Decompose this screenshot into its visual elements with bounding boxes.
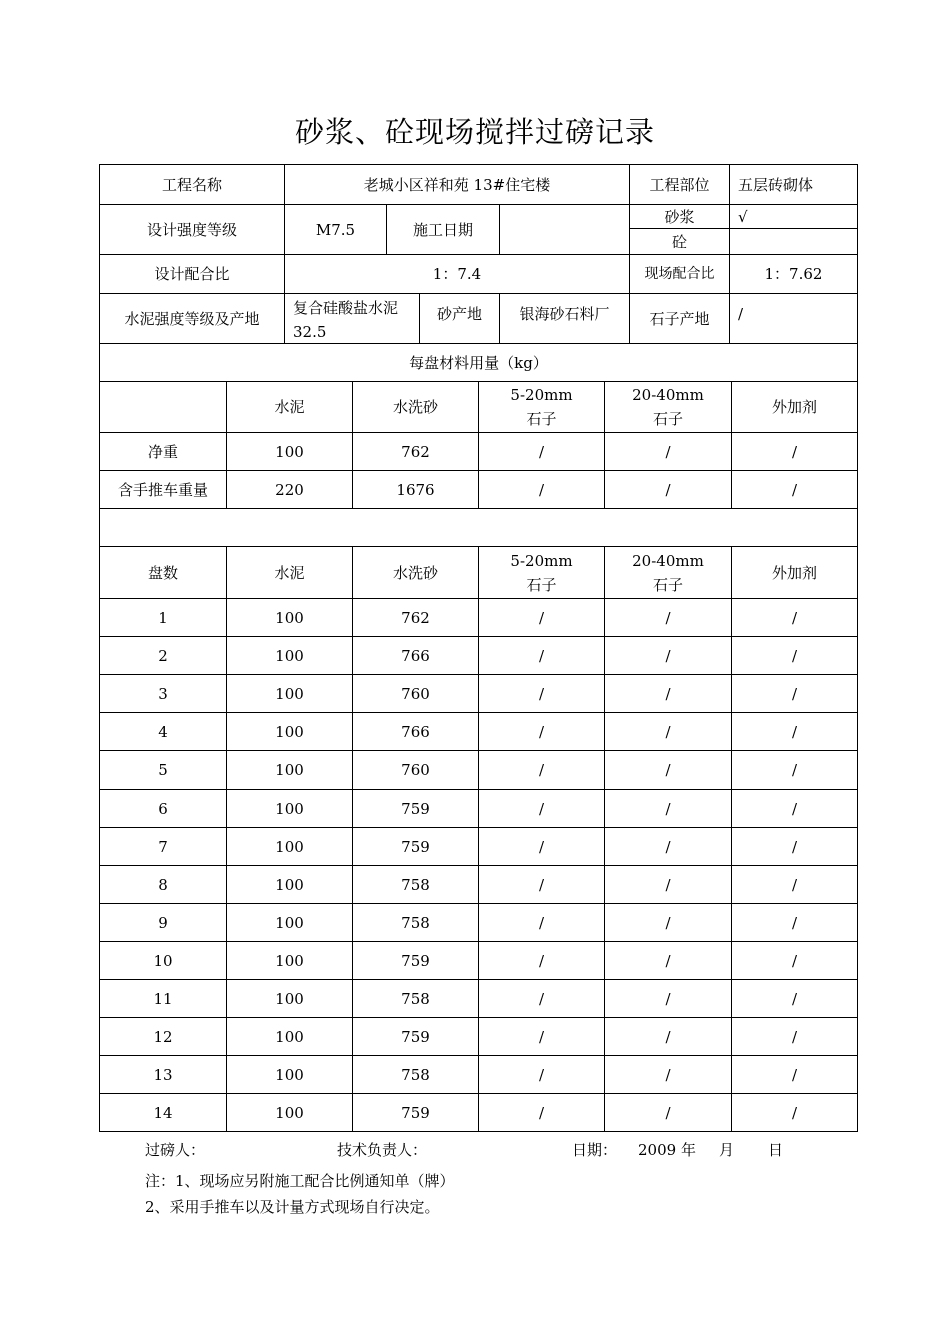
batch-row-label: 6 — [99, 789, 226, 827]
project-name-value: 老城小区祥和苑 13#住宅楼 — [284, 164, 629, 204]
batch-row-stone-5-20mm: / — [478, 1055, 604, 1093]
batch-row-admixture: / — [731, 750, 857, 789]
batch-row-washed-sand: 760 — [352, 750, 478, 789]
usage-row-washed-sand: 1676 — [352, 470, 478, 508]
batch-row-cement: 100 — [226, 827, 352, 865]
batch-row-label: 14 — [99, 1093, 226, 1131]
batch-row-stone-5-20mm: / — [478, 712, 604, 750]
batch-row-stone-20-40mm: / — [604, 598, 731, 636]
batch-row-washed-sand: 758 — [352, 1055, 478, 1093]
batch-row-cement: 100 — [226, 941, 352, 979]
concrete-mark — [729, 228, 857, 254]
batch-row-stone-5-20mm: / — [478, 903, 604, 941]
batch-row-cement: 100 — [226, 674, 352, 712]
batch-row-admixture: / — [731, 598, 857, 636]
batch-row-cement: 100 — [226, 865, 352, 903]
usage-row-label: 净重 — [99, 432, 226, 470]
batch-row-cement: 100 — [226, 750, 352, 789]
batch-row-admixture: / — [731, 827, 857, 865]
usage-header-label — [99, 381, 226, 432]
usage-header-cement: 水泥 — [226, 381, 352, 432]
batch-row-label: 2 — [99, 636, 226, 674]
batch-row-label: 7 — [99, 827, 226, 865]
batch-row-admixture: / — [731, 1093, 857, 1131]
batch-header-stone-5-20mm: 5-20mm 石子 — [478, 546, 604, 598]
mortar-mark: √ — [729, 204, 857, 228]
batch-row-washed-sand: 758 — [352, 903, 478, 941]
usage-row-stone-20-40mm: / — [604, 432, 731, 470]
batch-row-stone-20-40mm: / — [604, 636, 731, 674]
batch-row-admixture: / — [731, 789, 857, 827]
batch-row-admixture: / — [731, 865, 857, 903]
design-grade-value: M7.5 — [284, 204, 386, 254]
batch-row-label: 4 — [99, 712, 226, 750]
batch-row-label: 13 — [99, 1055, 226, 1093]
site-ratio-value: 1：7.62 — [729, 254, 857, 293]
batch-row-stone-5-20mm: / — [478, 598, 604, 636]
table-border-right — [857, 164, 858, 1132]
batch-row-washed-sand: 759 — [352, 1017, 478, 1055]
batch-row-washed-sand: 760 — [352, 674, 478, 712]
batch-row-stone-5-20mm: / — [478, 941, 604, 979]
batch-row-admixture: / — [731, 979, 857, 1017]
batch-row-label: 10 — [99, 941, 226, 979]
batch-row-cement: 100 — [226, 1093, 352, 1131]
batch-row-washed-sand: 759 — [352, 1093, 478, 1131]
document-title: 砂浆、砼现场搅拌过磅记录 — [294, 115, 655, 149]
project-part-label: 工程部位 — [629, 164, 729, 204]
batch-row-admixture: / — [731, 674, 857, 712]
batch-row-stone-20-40mm: / — [604, 1093, 731, 1131]
construction-date-label: 施工日期 — [386, 204, 499, 254]
usage-row-admixture: / — [731, 432, 857, 470]
tech-lead-label: 技术负责人： — [337, 1141, 428, 1159]
batch-row-stone-5-20mm: / — [478, 750, 604, 789]
batch-row-stone-20-40mm: / — [604, 979, 731, 1017]
batch-row-admixture: / — [731, 636, 857, 674]
concrete-label: 砼 — [629, 228, 729, 254]
usage-header-washed-sand: 水洗砂 — [352, 381, 478, 432]
batch-row-stone-5-20mm: / — [478, 1017, 604, 1055]
design-grade-label: 设计强度等级 — [99, 204, 284, 254]
note-1: 注：1、现场应另附施工配合比例通知单（牌） — [145, 1172, 455, 1190]
batch-row-stone-20-40mm: / — [604, 674, 731, 712]
batch-row-admixture: / — [731, 712, 857, 750]
usage-row-label: 含手推车重量 — [99, 470, 226, 508]
batch-row-admixture: / — [731, 1055, 857, 1093]
batch-row-stone-5-20mm: / — [478, 827, 604, 865]
batch-row-stone-5-20mm: / — [478, 636, 604, 674]
batch-row-cement: 100 — [226, 712, 352, 750]
usage-row-washed-sand: 762 — [352, 432, 478, 470]
weigher-label: 过磅人： — [145, 1141, 206, 1159]
batch-row-stone-5-20mm: / — [478, 865, 604, 903]
batch-row-washed-sand: 759 — [352, 789, 478, 827]
usage-header-admixture: 外加剂 — [731, 381, 857, 432]
batch-row-label: 5 — [99, 750, 226, 789]
batch-row-cement: 100 — [226, 903, 352, 941]
batch-header-admixture: 外加剂 — [731, 546, 857, 598]
batch-row-cement: 100 — [226, 1017, 352, 1055]
batch-row-stone-20-40mm: / — [604, 903, 731, 941]
usage-row-cement: 100 — [226, 432, 352, 470]
batch-row-washed-sand: 758 — [352, 979, 478, 1017]
batch-row-stone-20-40mm: / — [604, 1017, 731, 1055]
batch-row-stone-20-40mm: / — [604, 827, 731, 865]
batch-row-cement: 100 — [226, 636, 352, 674]
usage-row-cement: 220 — [226, 470, 352, 508]
date-year: 2009 年 — [638, 1141, 696, 1159]
batch-row-washed-sand: 758 — [352, 865, 478, 903]
batch-row-admixture: / — [731, 1017, 857, 1055]
design-ratio-value: 1：7.4 — [284, 254, 629, 293]
project-part-value: 五层砖砌体 — [729, 164, 857, 204]
batch-header-stone-20-40mm: 20-40mm 石子 — [604, 546, 731, 598]
batch-row-label: 8 — [99, 865, 226, 903]
batch-row-cement: 100 — [226, 598, 352, 636]
batch-row-stone-20-40mm: / — [604, 750, 731, 789]
sand-origin-value: 银海砂石料厂 — [499, 293, 629, 343]
usage-row-stone-20-40mm: / — [604, 470, 731, 508]
batch-row-stone-20-40mm: / — [604, 712, 731, 750]
cement-label: 水泥强度等级及产地 — [99, 293, 284, 343]
usage-header-stone-5-20mm: 5-20mm 石子 — [478, 381, 604, 432]
project-name-label: 工程名称 — [99, 164, 284, 204]
note-2: 2、采用手推车以及计量方式现场自行决定。 — [145, 1198, 440, 1216]
batch-row-stone-5-20mm: / — [478, 674, 604, 712]
batch-row-washed-sand: 759 — [352, 827, 478, 865]
stone-origin-value: / — [729, 293, 857, 343]
batch-row-stone-20-40mm: / — [604, 865, 731, 903]
cement-value: 复合硅酸盐水泥 32.5 — [284, 293, 419, 343]
batch-header-cement: 水泥 — [226, 546, 352, 598]
design-ratio-label: 设计配合比 — [99, 254, 284, 293]
mortar-label: 砂浆 — [629, 204, 729, 228]
batch-row-washed-sand: 766 — [352, 636, 478, 674]
batch-row-label: 9 — [99, 903, 226, 941]
batch-row-label: 3 — [99, 674, 226, 712]
date-day: 日 — [768, 1141, 784, 1159]
batch-row-stone-5-20mm: / — [478, 789, 604, 827]
usage-section-title: 每盘材料用量（kg） — [99, 343, 857, 381]
batch-row-label: 11 — [99, 979, 226, 1017]
usage-header-stone-20-40mm: 20-40mm 石子 — [604, 381, 731, 432]
date-month: 月 — [719, 1141, 735, 1159]
batch-header-washed-sand: 水洗砂 — [352, 546, 478, 598]
date-label: 日期： — [572, 1141, 618, 1159]
usage-row-stone-5-20mm: / — [478, 470, 604, 508]
batch-row-label: 12 — [99, 1017, 226, 1055]
batch-row-stone-20-40mm: / — [604, 789, 731, 827]
construction-date-value — [499, 204, 629, 254]
batch-row-stone-20-40mm: / — [604, 941, 731, 979]
batch-row-stone-5-20mm: / — [478, 1093, 604, 1131]
batch-header-label: 盘数 — [99, 546, 226, 598]
site-ratio-label: 现场配合比 — [629, 254, 729, 293]
batch-row-cement: 100 — [226, 979, 352, 1017]
batch-row-admixture: / — [731, 941, 857, 979]
batch-row-cement: 100 — [226, 1055, 352, 1093]
usage-row-admixture: / — [731, 470, 857, 508]
batch-row-stone-5-20mm: / — [478, 979, 604, 1017]
spacer-row — [99, 508, 857, 546]
batch-row-washed-sand: 762 — [352, 598, 478, 636]
stone-origin-label: 石子产地 — [629, 293, 729, 343]
batch-row-admixture: / — [731, 903, 857, 941]
batch-row-stone-20-40mm: / — [604, 1055, 731, 1093]
table-border-bottom — [99, 1131, 858, 1132]
batch-row-washed-sand: 766 — [352, 712, 478, 750]
usage-row-stone-5-20mm: / — [478, 432, 604, 470]
sand-origin-label: 砂产地 — [419, 293, 499, 343]
batch-row-label: 1 — [99, 598, 226, 636]
batch-row-cement: 100 — [226, 789, 352, 827]
batch-row-washed-sand: 759 — [352, 941, 478, 979]
